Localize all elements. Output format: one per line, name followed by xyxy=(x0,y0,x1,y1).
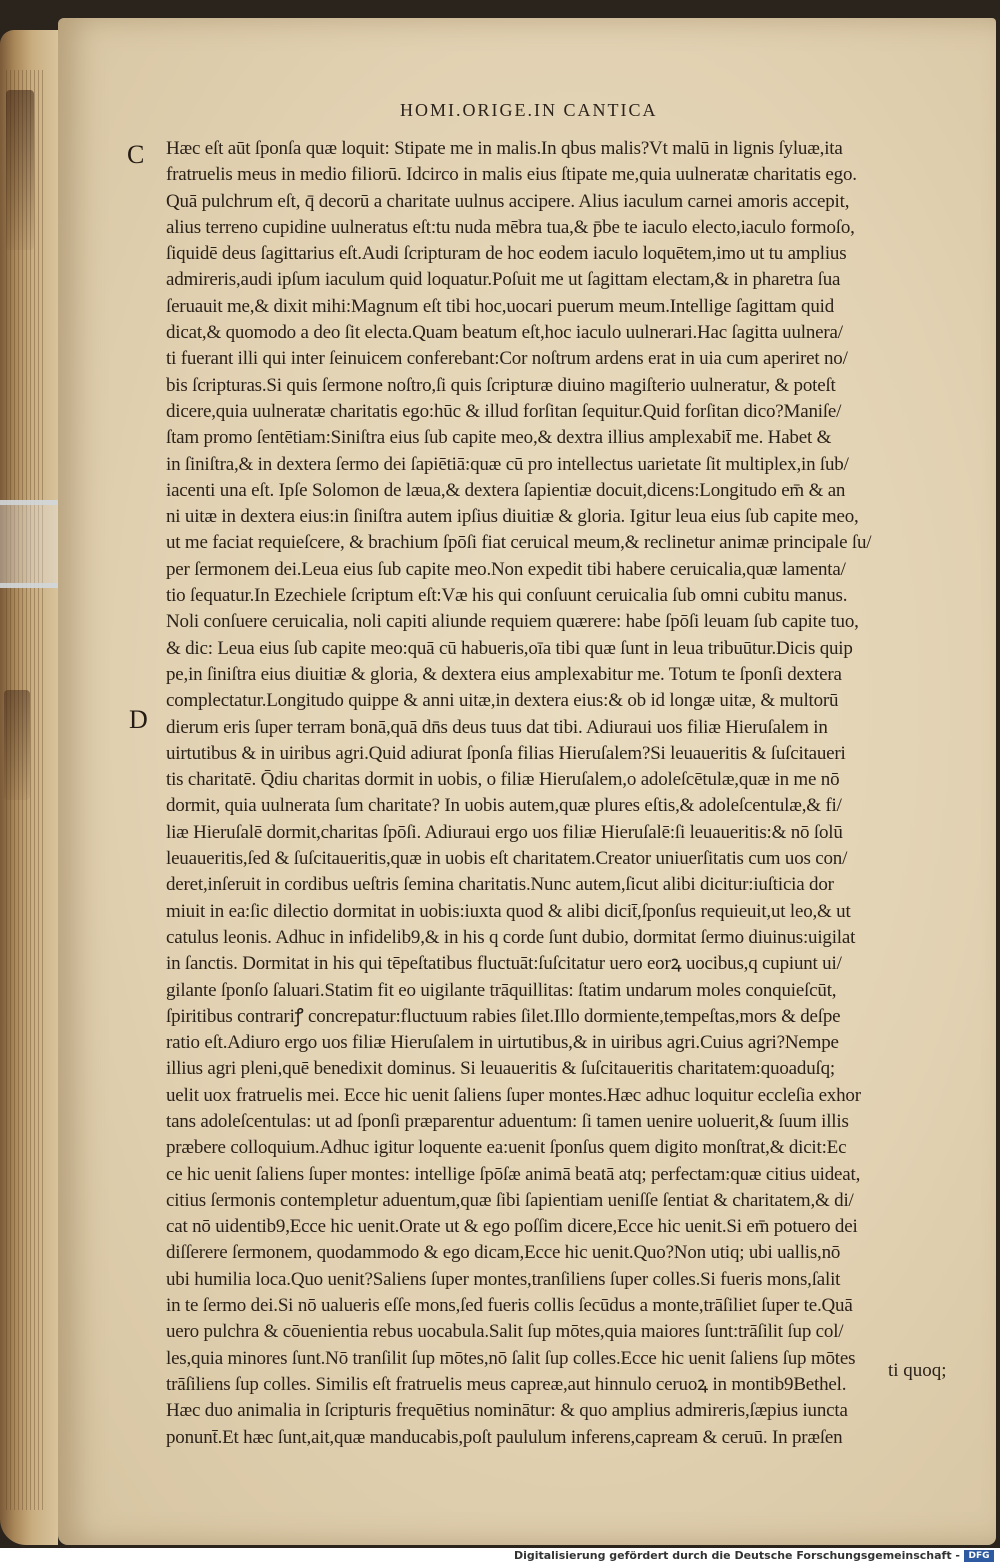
body-text xyxy=(166,136,966,1451)
text-line: ſpiritibus contrariꝭ concrepatur:fluctuum rabies ſilet.Illo dormiente,tempeſtas,mors & deſpe xyxy=(166,1005,841,1027)
text-line: illius agri pleni,quē benedixit dominus. Si leuaueritis & ſuſcitaueritis charitatem:quoaduſq; xyxy=(166,1058,835,1080)
text-line: uirtutibus & in uiribus agri.Quid adiurat ſponſa filias Hieruſalem?Si leuaueritis & ſuſcitaueri xyxy=(166,742,846,764)
text-line: dicere,quia uulneratæ charitatis ego:hūc & illud forſitan ſequitur.Quid forſitan dico?Maniſe/ xyxy=(166,400,842,422)
text-line: Hæc eſt aūt ſponſa quæ loquit: Stipate me in malis.In qbus malis?Vt malū in lignis ſyluæ,ita xyxy=(166,138,843,159)
text-line: tis charitatē. Q̄diu charitas dormit in uobis, o filiæ Hieruſalem,o adoleſcētulæ,quæ in me nō xyxy=(166,769,840,791)
text-line: præbere colloquium.Adhuc igitur loquente ea:uenit ſponſus quem digito monſtrat,& dicit:Ec xyxy=(166,1137,847,1159)
text-line: fratruelis meus in medio filiorū. Idcirco in malis eius ſtipate me,quia uulneratæ charitatis ego. xyxy=(166,164,857,186)
text-line: alius terreno cupidine uulneratus eſt:tu nuda mēbra tua,& p̄be te iaculo electo,iaculo formoſo, xyxy=(166,216,855,238)
text-line: per ſermonem dei.Leua eius ſub capite meo.Non expedit tibi habere ceruicalia,quæ lamenta/ xyxy=(166,558,846,580)
text-line: in te ſermo dei.Si nō ualueris eſſe mons,ſed fueris collis ſecūdus a monte,trāſiliet ſuper te.Quā xyxy=(166,1295,853,1317)
text-line: trāſiliens ſup colles. Similis eſt fratruelis meus capreæ,aut hinnulo ceruoꝝ in montib9Bethel. xyxy=(166,1373,847,1395)
margin-handwriting-lower xyxy=(4,690,30,800)
text-line: uelit uox fratruelis mei. Ecce hic uenit ſaliens ſuper montes.Hæc adhuc loquitur eccleſia exhor xyxy=(166,1084,861,1106)
margin-handwriting xyxy=(6,90,34,250)
text-line: cat nō uidentib9,Ecce hic uenit.Orate ut & ego poſſim dicere,Ecce hic uenit.Si em̄ potuero dei xyxy=(166,1216,858,1238)
footer-credit: Digitalisierung gefördert durch die Deutsche Forschungsgemeinschaft - xyxy=(513,1549,960,1562)
text-line: Quā pulchrum eſt, q̄ decorū a charitate uulnus accipere. Alius iaculum carnei amoris accepit, xyxy=(166,190,850,212)
text-line: ni uitæ in dextera eius:in ſiniſtra autem ipſius diuitiæ & gloria. Igitur leua eius ſub capite meo, xyxy=(166,506,859,528)
text-line: ut me faciat requieſcere, & brachium ſpōſi fiat ceruical meum,& reclinetur animæ principale ſu/ xyxy=(166,532,872,554)
text-line: in ſiniſtra,& in dextera ſermo dei ſapiētiā:quæ cū pro intellectus uarietate ſit multiplex,in ſub/ xyxy=(166,453,849,475)
text-line: tans adoleſcentulas: ut ad ſponſi præparentur aduentum: ſi tamen uenire uoluerit,& ſuum illis xyxy=(166,1110,849,1132)
text-line: ce hic uenit ſaliens ſuper montes: intellige ſpōſæ animā beatā atq; perfectam:quæ citius uideat, xyxy=(166,1163,861,1185)
text-line: ponunt̄.Et hæc ſunt,ait,quæ manducabis,poſt paululum inferens,capream & ceruū. In præſen xyxy=(166,1426,843,1448)
text-line: bis ſcripturas.Si quis ſermone noſtro,ſi quis ſcripturæ diuino magiſterio uulneratur, & poteſt xyxy=(166,374,836,396)
footer-bar xyxy=(0,1548,1000,1565)
text-line: miuit in ea:ſic dilectio dormitat in uobis:iuxta quod & alibi dicit̄,ſponſus requieuit,ut leo,& ut xyxy=(166,900,851,922)
text-line: Noli conſuere ceruicalia, noli capiti aliunde requiem quærere: habe ſpōſi leuam ſub capite tuo, xyxy=(166,611,859,633)
text-line: pe,in ſiniſtra eius diuitiæ & gloria, & dextera eius amplexabitur me. Totum te ſponſi dextera xyxy=(166,663,842,685)
section-marker-c: C xyxy=(127,140,145,169)
text-line: liæ Hieruſalē dormit,charitas ſpōſi. Adiuraui ergo uos filiæ Hieruſalē:ſi leuaueritis:& nō ſolū xyxy=(166,821,843,843)
text-line: tio ſequatur.In Ezechiele ſcriptum eſt:Væ his qui conſuunt ceruicalia ſub omni cubitu manus. xyxy=(166,585,848,607)
text-line: ſeruauit me,& dixit mihi:Magnum eſt tibi hoc,uocari puerum meum.Intellige ſagittam quid xyxy=(166,295,835,317)
text-line: diſſerere ſermonem, quodammodo & ego dicam,Ecce hic uenit.Quo?Non utiq; ubi uallis,nō xyxy=(166,1242,841,1264)
text-line: in ſanctis. Dormitat in his qui tēpeſtatibus fluctuāt:ſuſcitatur uero eorꝝ uocibus,q cupiunt ui/ xyxy=(166,953,842,975)
text-line: catulus leonis. Adhuc in infidelib9,& in his q corde ſunt dubio, dormitat ſermo diuinus:uigilat xyxy=(166,926,856,948)
text-line: dierum eris ſuper terram bonā,quā dn̄s deus tuus dat tibi. Adiuraui uos filiæ Hieruſalem in xyxy=(166,716,828,738)
section-marker-d: D xyxy=(129,705,148,734)
text-line: ſiquidē deus ſagittarius eſt.Audi ſcripturam de hoc eodem iaculo loquētem,imo ut tu amplius xyxy=(166,243,847,265)
running-head: HOMI.ORIGE.IN CANTICA xyxy=(400,100,658,120)
dfg-logo: DFG xyxy=(964,1550,994,1562)
text-line: Hæc duo animalia in ſcripturis frequētius nominātur: & quo amplius admireris,ſæpius iuncta xyxy=(166,1400,848,1422)
catchword: ti quoq; xyxy=(888,1360,947,1381)
text-line: ſtam promo ſentētiam:Siniſtra eius ſub capite meo,& dextra illius amplexabit̄ me. Habet & xyxy=(166,427,832,449)
text-line: les,quia minores ſunt.Nō tranſilit ſup mōtes,nō ſalit ſup colles.Ecce hic uenit ſaliens ſup mōtes xyxy=(166,1347,856,1369)
text-line: ubi humilia loca.Quo uenit?Saliens ſuper montes,tranſiliens ſuper colles.Si fueris mons,ſalit xyxy=(166,1268,841,1290)
text-line: uero pulchra & cōuenientia rebus uocabula.Salit ſup mōtes,quia maiores ſunt:trāſilit ſup col/ xyxy=(166,1321,844,1343)
text-line: admireris,audi ipſum iaculum quid loquatur.Poſuit me ut ſagittam electam,& in pharetra ſua xyxy=(166,269,841,291)
text-line: dormit, quia uulnerata ſum charitate? In uobis autem,quæ plures eſtis,& adoleſcentulæ,& fi/ xyxy=(166,795,842,817)
text-line: deret,inſeruit in cordibus ueſtris ſemina charitatis.Nunc autem,ſicut alibi dicitur:iuſticia dor xyxy=(166,874,834,896)
text-line: leuaueritis,ſed & ſuſcitaueritis,quæ in uobis eſt charitatem.Creator uniuerſitatis cum uos con/ xyxy=(166,848,848,870)
text-line: ratio eſt.Adiuro ergo uos filiæ Hieruſalem in uirtutibus,& in uiribus agri.Cuius agri?Nempe xyxy=(166,1032,839,1054)
text-line: iacenti una eſt. Ipſe Solomon de læua,& dextera ſapientiæ docuit,dicens:Longitudo em̄ & an xyxy=(166,479,846,501)
text-line: & dic: Leua eius ſub capite meo:quā cū habueris,oīa tibi quæ ſunt in leua tribuūtur.Dicis quip xyxy=(166,637,853,659)
text-line: citius ſermonis contempletur aduentum,quæ ſibi ſapientiam ueniſſe ſentiat & charitatem,& di/ xyxy=(166,1189,854,1211)
text-line: ti fuerant illi qui inter ſeinuicem conferebant:Cor noſtrum ardens erat in uia cum aperiret no/ xyxy=(166,348,848,370)
text-line: dicat,& quomodo a deo ſit electa.Quam beatum eſt,hoc iaculo uulnerari.Hac ſagitta uulnera/ xyxy=(166,322,843,344)
text-line: gilante ſponſo ſaluari.Statim fit eo uigilante trāquillitas: ſtatim undarum moles conquieſcūt, xyxy=(166,979,837,1001)
text-line: complectatur.Longitudo quippe & anni uitæ,in dextera eius:& ob id longæ uitæ, & multorū xyxy=(166,690,839,712)
